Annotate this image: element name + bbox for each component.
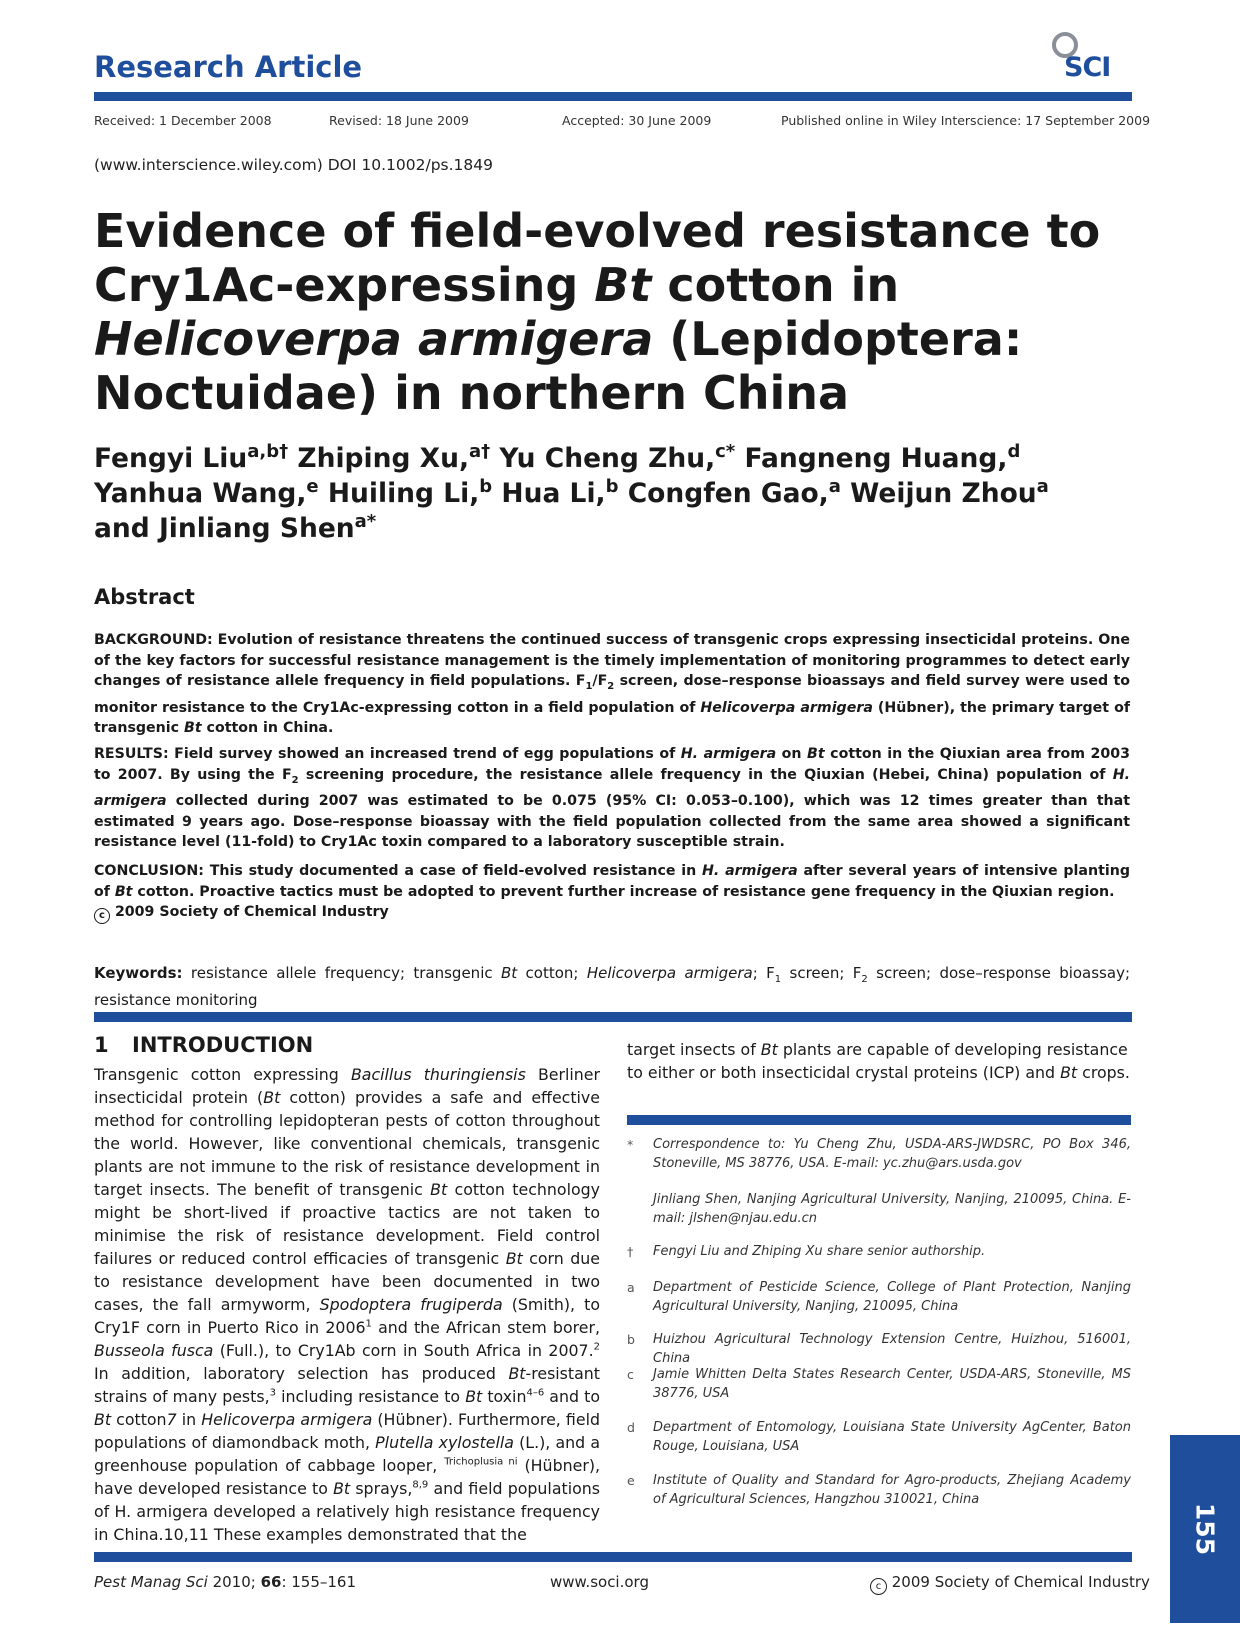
footnote-text: Jamie Whitten Delta States Research Center, USDA-ARS, Stoneville, MS 38776, USA <box>653 1367 1131 1401</box>
author-affiliation-marker: a,b† <box>247 441 289 463</box>
abstract-background: BACKGROUND: Evolution of resistance threatens the continued success of transgenic crops expressing insecticidal proteins. One of the key factors for successful resistance management is the timely implementation of monitoring programmes to detect early changes of resistance allele frequency in field populations. $F_1/F_2$ screen, dose–response bioassays and field survey were used to monitor resistance to the Cry1Ac-expressing cotton in a field population of Helicoverpa armigera (Hübner), the primary target of transgenic Bt cotton in China. <box>94 632 1130 737</box>
author-name: Fengyi Liu <box>94 443 248 474</box>
author-name: Yanhua Wang, <box>94 478 307 509</box>
website-link[interactable]: www.soci.org <box>550 1573 649 1591</box>
footnote-marker: a <box>627 1280 635 1295</box>
footnote-marker: † <box>627 1244 634 1259</box>
footnote-text: Fengyi Liu and Zhiping Xu share senior authorship. <box>653 1244 986 1259</box>
footnote <box>627 1365 1131 1403</box>
author-affiliation-marker: a* <box>354 511 377 533</box>
author-affiliation-marker: b <box>479 476 493 498</box>
page-number: 155 <box>1190 1502 1220 1556</box>
author-name: Congfen Gao, <box>627 478 829 509</box>
footnote <box>627 1242 1131 1261</box>
keywords: Keywords: resistance allele frequency; transgenic Bt cotton; Helicoverpa armigera; $F_1$ screen; $F_2$ screen; dose–response bioassay; resistance monitoring <box>94 964 1130 1009</box>
author-list <box>94 441 1134 546</box>
footnote <box>627 1471 1131 1509</box>
footnote <box>627 1278 1131 1316</box>
revised-date: Revised: 18 June 2009 <box>329 113 469 128</box>
section-rule <box>94 1012 1132 1022</box>
footnote-marker: * <box>627 1137 634 1152</box>
author-affiliation-marker: a† <box>469 441 491 463</box>
abstract-conclusion: CONCLUSION: This study documented a case of field-evolved resistance in H. armigera after several years of intensive planting of Bt cotton. Proactive tactics must be adopted to prevent further increase of resistance gene frequency in the Qiuxian region. c 2009 Society of Chemical Industry <box>94 861 1130 924</box>
author-name: Hua Li, <box>501 478 606 509</box>
footnote-text: Correspondence to: Yu Cheng Zhu, USDA-ARS-JWDSRC, PO Box 346, Stoneville, MS 38776, USA. E-mail: yc.zhu@ars.usda.gov <box>653 1137 1131 1171</box>
footnote-text: Department of Pesticide Science, College of Plant Protection, Nanjing Agricultural University, Nanjing, 210095, China <box>653 1280 1131 1314</box>
footnote-text: Huizhou Agricultural Technology Extension Centre, Huizhou, 516001, China <box>653 1332 1131 1366</box>
author-name: Fangneng Huang, <box>744 443 1008 474</box>
footnote-text: Jinliang Shen, Nanjing Agricultural University, Nanjing, 210095, China. E-mail: jlshen@njau.edu.cn <box>653 1192 1131 1226</box>
footnote <box>627 1135 1131 1173</box>
doi-line: (www.interscience.wiley.com) DOI 10.1002/ps.1849 <box>94 156 493 174</box>
header-rule <box>94 92 1132 101</box>
article-title: Evidence of field-evolved resistance to Cry1Ac-expressing Bt cotton in Helicoverpa armigera (Lepidoptera: Noctuidae) in northern China <box>94 204 1101 420</box>
author-affiliation-marker: e <box>306 476 319 498</box>
author-affiliation-marker: d <box>1007 441 1021 463</box>
footnote-text: Institute of Quality and Standard for Agro-products, Zhejiang Academy of Agricultural Sciences, Hangzhou 310021, China <box>653 1473 1131 1507</box>
abstract-heading: Abstract <box>94 585 195 609</box>
intro-heading: 1 INTRODUCTION <box>94 1033 314 1057</box>
sci-logo <box>1050 30 1130 82</box>
copyright-icon: c <box>870 1578 887 1595</box>
abstract-results: RESULTS: Field survey showed an increased trend of egg populations of H. armigera on Bt cotton in the Qiuxian area from 2003 to 2007. By using the $F_2$ screening procedure, the resistance allele frequency in the Qiuxian (Hebei, China) population of H. armigera collected during 2007 was estimated to be 0.075 (95% CI: 0.053–0.100), which was 12 times greater than that estimated 9 years ago. Dose–response bioassay with the field population collected from the same area showed a significant resistance level (11-fold) to Cry1Ac toxin compared to a laboratory susceptible strain. <box>94 746 1130 851</box>
author-affiliation-marker: a <box>1036 476 1049 498</box>
accepted-date: Accepted: 30 June 2009 <box>562 113 712 128</box>
author-name: Zhiping Xu, <box>297 443 470 474</box>
footer-rule <box>94 1552 1132 1562</box>
footnote-marker: c <box>627 1367 634 1382</box>
intro-continued: target insects of Bt plants are capable of developing resistance to either or both insecticidal crystal proteins (ICP) and Bt crops. <box>627 1040 1130 1082</box>
author-affiliation-marker: c* <box>715 441 736 463</box>
page-number-tab <box>1170 1435 1240 1623</box>
author-name: Yu Cheng Zhu, <box>499 443 716 474</box>
footer-copyright: c 2009 Society of Chemical Industry <box>870 1573 1150 1595</box>
footnote <box>627 1330 1131 1368</box>
author-name: Weijun Zhou <box>850 478 1037 509</box>
logo-text: SCI <box>1064 52 1111 83</box>
author-name: and Jinliang Shen <box>94 513 355 544</box>
intro-paragraph: Transgenic cotton expressing Bacillus thuringiensis Berliner insecticidal protein (Bt cotton) provides a safe and effective method for controlling lepidopteran pests of cotton throughout the world. However, like conventional chemicals, transgenic plants are not immune to the risk of resistance development in target insects. The benefit of transgenic Bt cotton technology might be short-lived if proactive tactics are not taken to minimise the risk of resistance development. Field control failures or reduced control efficacies of transgenic Bt corn due to resistance development have been documented in two cases, the fall armyworm, Spodoptera frugiperda (Smith), to Cry1F corn in Puerto Rico in 2006$^1$ and the African stem borer, Busseola fusca (Full.), to Cry1Ab corn in South Africa in 2007.$^2$ In addition, laboratory selection has produced Bt-resistant strains of many pests,$^3$ including resistance to Bt toxin$^{4-6}$ and to Bt cotton7 in Helicoverpa armigera (Hübner). Furthermore, field populations of diamondback moth, Plutella xylostella (L.), and a greenhouse population of cabbage looper, $^{Trichoplusia ni}$ (Hübner), have developed resistance to Bt sprays,$^{8,9}$ and field populations of H. armigera developed a relatively high resistance frequency in China.10,11 These examples demonstrated that the <box>94 1065 601 1544</box>
footnote-marker: e <box>627 1473 635 1488</box>
footnote-marker: b <box>627 1332 635 1347</box>
published-date: Published online in Wiley Interscience: 17 September 2009 <box>781 113 1151 128</box>
author-affiliation-marker: a <box>828 476 841 498</box>
author-name: Huiling Li, <box>327 478 480 509</box>
footnote-marker: d <box>627 1420 635 1435</box>
section-label: Research Article <box>94 50 363 84</box>
copyright-icon: c <box>94 908 110 924</box>
received-date: Received: 1 December 2008 <box>94 113 272 128</box>
footnote <box>627 1190 1131 1228</box>
footnote-rule <box>627 1115 1131 1125</box>
journal-citation: Pest Manag Sci 2010; 66: 155–161 <box>94 1573 357 1591</box>
footnote-text: Department of Entomology, Louisiana State University AgCenter, Baton Rouge, Louisiana, USA <box>653 1420 1131 1454</box>
footnote <box>627 1418 1131 1456</box>
author-affiliation-marker: b <box>605 476 619 498</box>
